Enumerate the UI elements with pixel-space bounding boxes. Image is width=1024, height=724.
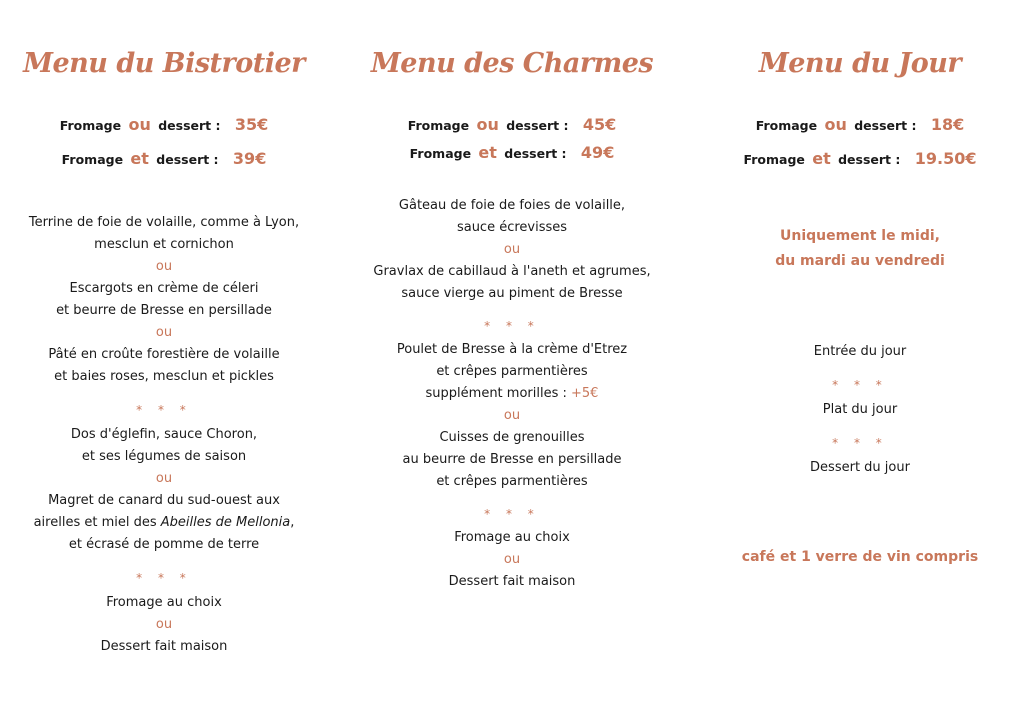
price-line-et: Fromage et dessert : 19.50€ [743, 149, 977, 168]
price-amount: 35€ [234, 115, 269, 134]
menu-bistrotier [14, 0, 314, 724]
price-line-et: Fromage et dessert : 49€ [409, 143, 615, 162]
price-amount: 39€ [232, 149, 267, 168]
price-amount: 45€ [582, 115, 617, 134]
price-line-et: Fromage et dessert : 39€ [61, 149, 267, 168]
menu-title: Menu du Jour [758, 48, 962, 79]
separator-stars: * * * [832, 378, 888, 392]
entrees-section: Terrine de foie de volaille, comme à Lyon, mesclun et cornichon ou Escargots en crème de céleri et beurre de Bresse en persillade ou Pâté en croûte forestière de volaille et baies roses, mesclun et pickles [28, 215, 300, 384]
plats-section: Dos d'églefin, sauce Choron, et ses légumes de saison ou Magret de canard du sud-ouest aux airelles et miel des Abeilles de Mellonia, et écrasé de pomme de terre [33, 427, 295, 552]
menu-title: Menu du Bistrotier [23, 48, 305, 79]
separator-stars: * * * [136, 571, 192, 585]
availability-note: Uniquement le midi, du mardi au vendredi [775, 228, 945, 269]
menu-title: Menu des Charmes [370, 48, 654, 79]
menu-jour [710, 0, 1010, 724]
price-amount: 18€ [930, 115, 965, 134]
included-note: café et 1 verre de vin compris [741, 549, 979, 565]
price-amount: 49€ [580, 143, 615, 162]
entree-du-jour: Entrée du jour [813, 344, 907, 359]
price-amount: 19.50€ [914, 149, 977, 168]
entrees-section: Gâteau de foie de foies de volaille, sauce écrevisses ou Gravlax de cabillaud à l'aneth et agrumes, sauce vierge au piment de Bresse [373, 198, 651, 301]
desserts-section: Fromage au choix ou Dessert fait maison [100, 595, 228, 654]
plat-du-jour: Plat du jour [822, 402, 898, 417]
menu-charmes [362, 0, 662, 724]
plats-section: Poulet de Bresse à la crème d'Etrez et crêpes parmentières supplément morilles : +5€ ou Cuisses de grenouilles au beurre de Bresse en persillade et crêpes parmentières [396, 342, 628, 489]
separator-stars: * * * [484, 507, 540, 521]
separator-stars: * * * [136, 403, 192, 417]
desserts-section: Fromage au choix ou Dessert fait maison [448, 530, 576, 589]
separator-stars: * * * [484, 319, 540, 333]
dessert-du-jour: Dessert du jour [810, 460, 910, 475]
separator-stars: * * * [832, 436, 888, 450]
price-line-ou: Fromage ou dessert : 35€ [59, 115, 269, 134]
price-line-ou: Fromage ou dessert : 18€ [755, 115, 965, 134]
price-line-ou: Fromage ou dessert : 45€ [407, 115, 617, 134]
supplement-price: +5€ [571, 386, 599, 401]
